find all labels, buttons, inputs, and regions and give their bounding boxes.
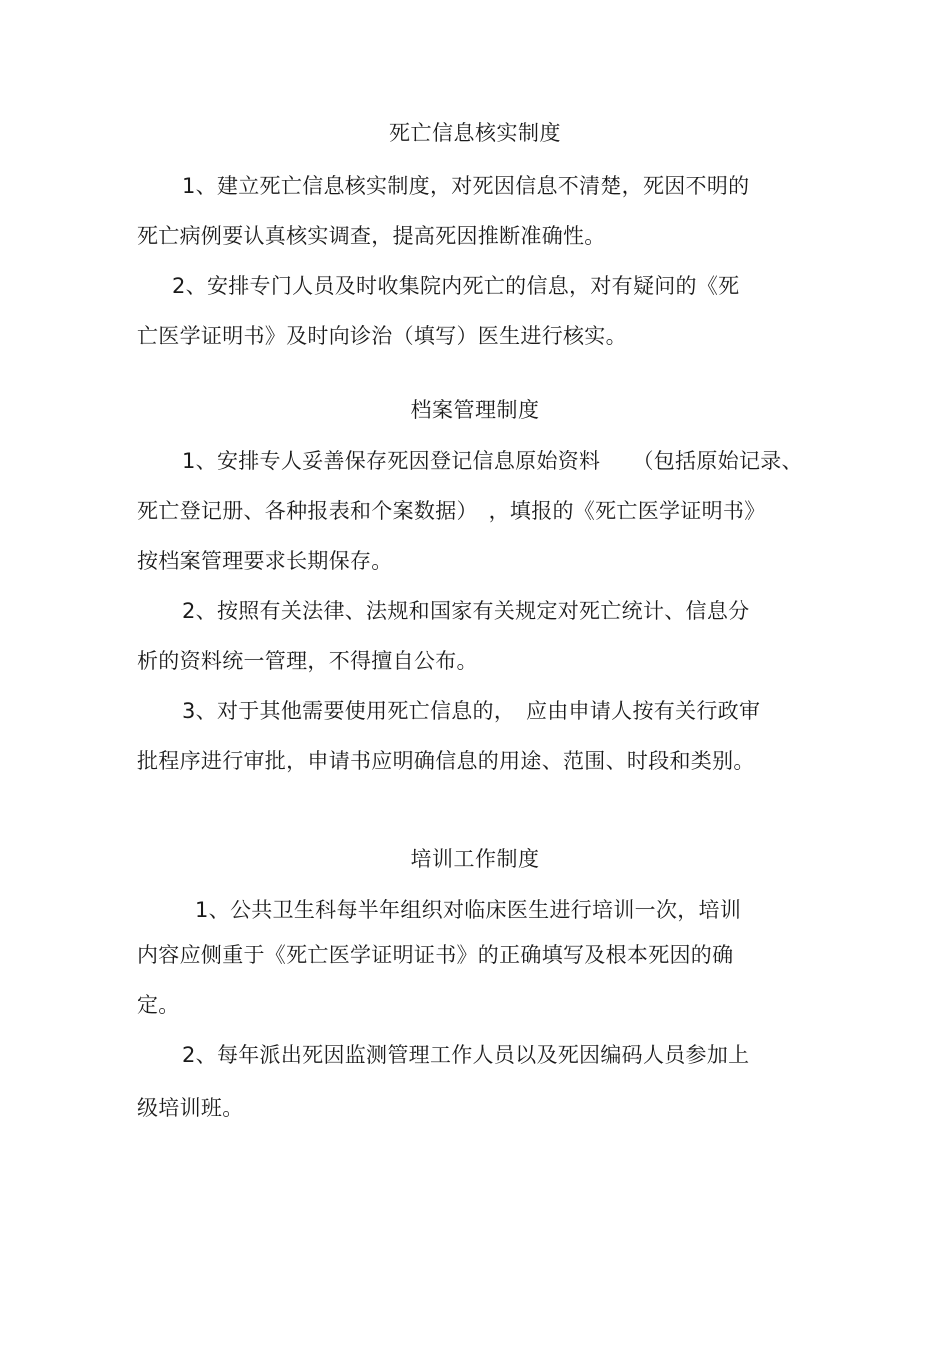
paragraph-line: 定。 (137, 993, 180, 1017)
paragraph-line: 3、对于其他需要使用死亡信息的， 应由申请人按有关行政审 (182, 699, 761, 723)
paragraph-line: 2、按照有关法律、法规和国家有关规定对死亡统计、信息分 (182, 599, 750, 623)
paragraph-line: 批程序进行审批，申请书应明确信息的用途、范围、时段和类别。 (137, 749, 755, 773)
paragraph-line: 亡医学证明书》及时向诊治（填写）医生进行核实。 (137, 324, 627, 348)
paragraph-line: 2、安排专门人员及时收集院内死亡的信息，对有疑问的《死 (172, 274, 740, 298)
section-title-death-verification: 死亡信息核实制度 (389, 121, 561, 145)
paragraph-line: 2、每年派出死因监测管理工作人员以及死因编码人员参加上 (182, 1043, 750, 1067)
paragraph-line: 1、建立死亡信息核实制度，对死因信息不清楚，死因不明的 (182, 174, 750, 198)
paragraph-line: 内容应侧重于《死亡医学证明证书》的正确填写及根本死因的确 (137, 943, 734, 967)
paragraph-line: 1、公共卫生科每半年组织对临床医生进行培训一次，培训 (195, 898, 742, 922)
paragraph-line: 析的资料统一管理，不得擅自公布。 (137, 649, 478, 673)
section-title-archive-management: 档案管理制度 (410, 398, 540, 422)
section-title-training-work: 培训工作制度 (410, 847, 540, 871)
paragraph-line: 按档案管理要求长期保存。 (137, 549, 393, 573)
paragraph-line: 1、安排专人妥善保存死因登记信息原始资料 （包括原始记录、 (182, 449, 803, 473)
paragraph-line: 死亡登记册、各种报表和个案数据） ，填报的《死亡医学证明书》 (137, 499, 766, 523)
paragraph-line: 死亡病例要认真核实调查，提高死因推断准确性。 (137, 224, 606, 248)
paragraph-line: 级培训班。 (137, 1096, 244, 1120)
